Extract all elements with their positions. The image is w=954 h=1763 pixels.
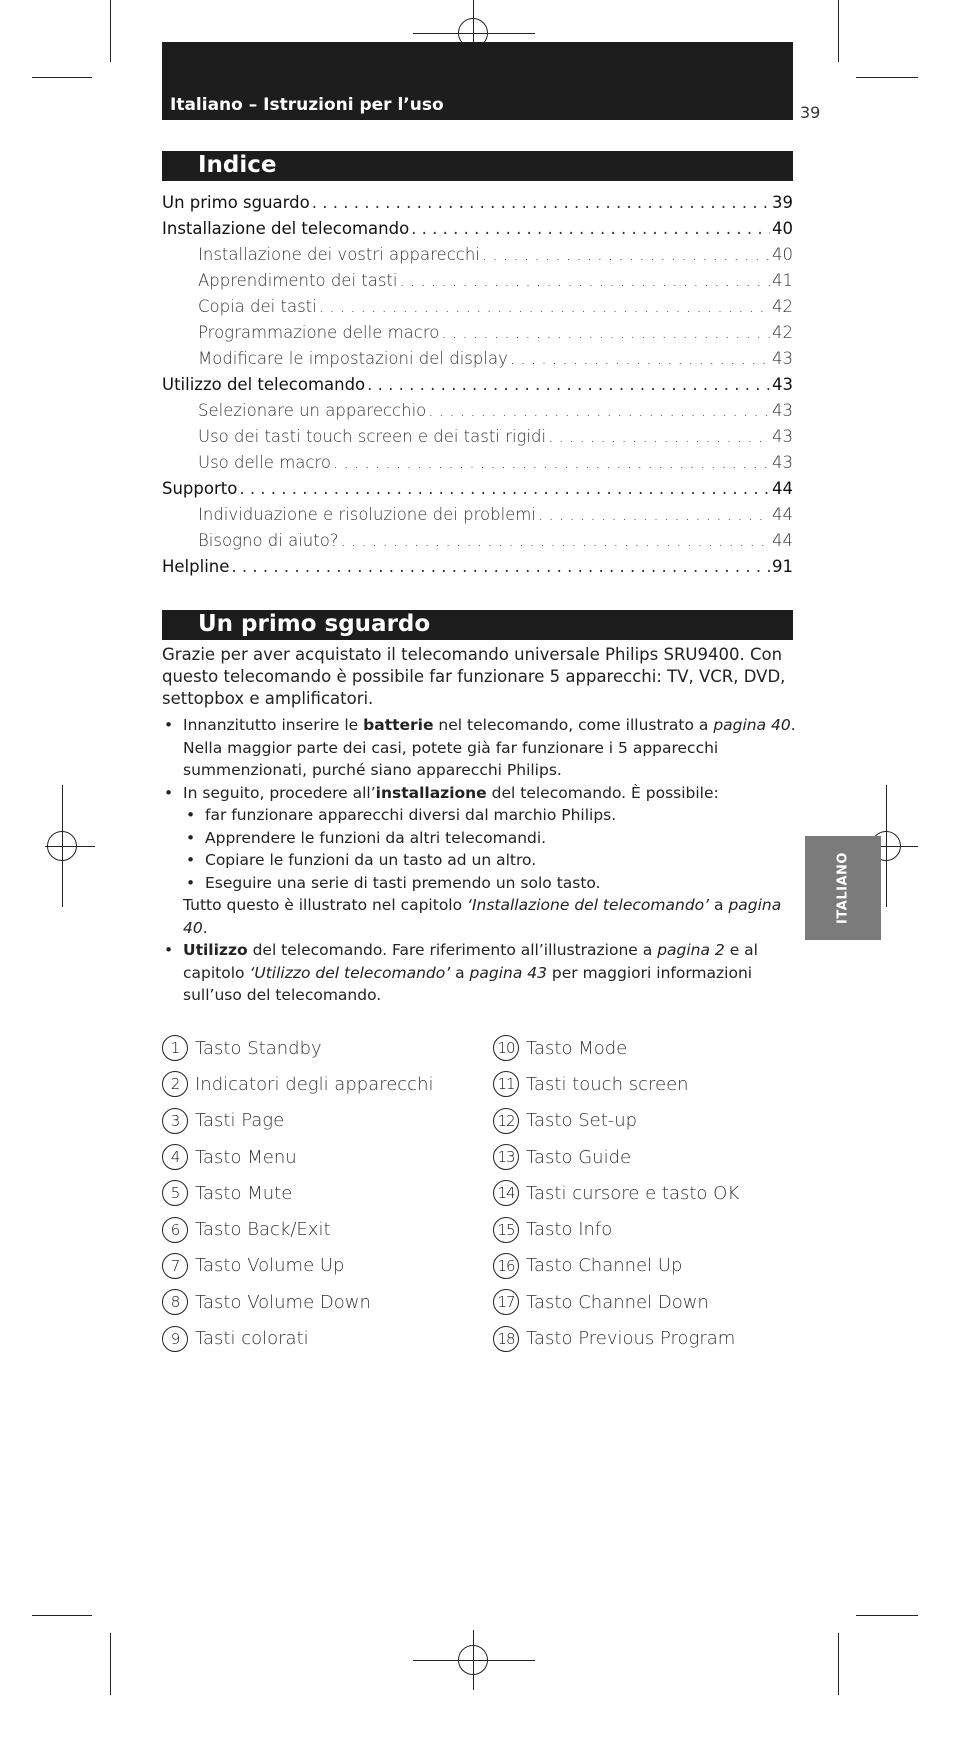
toc-entry — [162, 242, 793, 268]
key-label: Tasto Channel Up — [526, 1255, 683, 1277]
toc-leader-dots — [367, 372, 770, 398]
key-number-badge: 18 — [493, 1326, 519, 1352]
toc-entry-page: 43 — [772, 453, 793, 472]
bullet-list — [162, 714, 802, 1007]
toc-entry — [162, 320, 793, 346]
key-legend-item — [162, 1284, 433, 1320]
key-legend-item — [162, 1103, 433, 1139]
key-number-badge: 2 — [162, 1071, 188, 1097]
toc-entry — [162, 554, 793, 580]
toc-entry-label: Supporto — [162, 479, 238, 498]
key-legend-item — [493, 1284, 739, 1320]
chapter-reference: ‘Utilizzo del telecomando’ — [249, 963, 451, 982]
page-reference: pagina 43 — [469, 963, 547, 982]
header-title: Italiano – Istruzioni per l’uso — [170, 95, 444, 115]
key-number-badge: 15 — [493, 1217, 519, 1243]
toc-leader-dots — [312, 190, 770, 216]
key-legend-item — [162, 1030, 433, 1066]
text: per maggiori informazioni sull’uso del telecomando. — [183, 963, 753, 1004]
intro-paragraph: Grazie per aver acquistato il telecomando universale Philips SRU9400. Con questo telecomando è possibile far funzionare 5 apparecchi: TV, VCR, DVD, settopbox e amplificatori. — [162, 645, 786, 708]
toc-leader-dots — [548, 424, 770, 450]
toc-entry-page: 42 — [772, 297, 793, 316]
toc-entry-page: 91 — [772, 557, 793, 576]
sub-list-item: • far funzionare apparecchi diversi dal marchio Philips. — [162, 804, 802, 827]
key-number-badge: 16 — [493, 1253, 519, 1279]
list-item — [162, 782, 802, 805]
page-number: 39 — [800, 103, 821, 122]
key-label: Tasto Mode — [526, 1037, 628, 1059]
key-label: Tasti Page — [195, 1110, 285, 1132]
key-legend-item — [162, 1139, 433, 1175]
toc-entry-label: Bisogno di aiuto? — [198, 531, 339, 550]
bold-text: installazione — [375, 783, 487, 802]
toc-entry — [162, 528, 793, 554]
toc-entry-label: Installazione dei vostri apparecchi — [198, 245, 480, 264]
toc-entry-page: 43 — [772, 375, 793, 394]
toc-entry-label: Copia dei tasti — [198, 297, 317, 316]
index-heading-bar — [162, 151, 793, 181]
key-label: Tasto Mute — [195, 1182, 293, 1204]
sub-list-item: • Apprendere le funzioni da altri telecomandi. — [162, 827, 802, 850]
key-label: Tasto Previous Program — [526, 1328, 736, 1350]
section-heading-bar — [162, 610, 793, 640]
text: a — [450, 963, 470, 982]
key-label: Tasto Menu — [195, 1146, 297, 1168]
key-number-badge: 14 — [493, 1180, 519, 1206]
key-label: Tasti cursore e tasto OK — [526, 1182, 740, 1204]
text: a — [709, 896, 729, 914]
text: Tutto questo è illustrato nel capitolo — [183, 896, 468, 914]
toc-entry-page: 40 — [772, 219, 793, 238]
language-side-tab — [805, 836, 881, 940]
key-label: Indicatori degli apparecchi — [195, 1073, 434, 1095]
toc-entry — [162, 450, 793, 476]
key-legend-item — [493, 1211, 739, 1247]
key-legend-item — [162, 1175, 433, 1211]
toc-entry-page: 44 — [772, 479, 793, 498]
toc-entry-label: Utilizzo del telecomando — [162, 375, 366, 394]
key-number-badge: 12 — [493, 1108, 519, 1134]
text: . Nella maggior parte dei casi, potete già far funzionare i 5 apparecchi summenzionati, purché siano apparecchi Philips. — [183, 716, 796, 779]
toc-leader-dots — [239, 476, 770, 502]
toc-leader-dots — [333, 450, 770, 476]
toc-leader-dots — [428, 398, 770, 424]
header-bar — [162, 42, 793, 120]
toc-entry-page: 44 — [772, 531, 793, 550]
toc-entry-label: Uso delle macro — [198, 453, 331, 472]
table-of-contents — [162, 190, 793, 580]
key-legend-item — [162, 1211, 433, 1247]
toc-entry — [162, 268, 793, 294]
toc-entry-label: Uso dei tasti touch screen e dei tasti rigidi — [198, 427, 547, 446]
toc-leader-dots — [538, 502, 770, 528]
key-number-badge: 5 — [162, 1180, 188, 1206]
toc-entry — [162, 476, 793, 502]
key-legend-item — [493, 1175, 739, 1211]
key-label: Tasto Info — [526, 1219, 613, 1241]
toc-leader-dots — [319, 294, 770, 320]
key-label: Tasti touch screen — [526, 1073, 689, 1095]
chapter-note — [162, 894, 802, 939]
toc-leader-dots — [341, 528, 770, 554]
key-legend-item — [493, 1248, 739, 1284]
toc-entry-page: 42 — [772, 323, 793, 342]
toc-entry — [162, 346, 793, 372]
toc-entry — [162, 398, 793, 424]
toc-entry-page: 43 — [772, 349, 793, 368]
key-label: Tasto Back/Exit — [195, 1219, 331, 1241]
key-number-badge: 3 — [162, 1108, 188, 1134]
toc-leader-dots — [510, 346, 770, 372]
toc-entry — [162, 502, 793, 528]
index-heading: Indice — [198, 152, 277, 178]
page-reference: pagina 40 — [183, 896, 782, 937]
toc-entry-page: 43 — [772, 401, 793, 420]
toc-entry — [162, 372, 793, 398]
toc-entry-page: 44 — [772, 505, 793, 524]
key-number-badge: 11 — [493, 1071, 519, 1097]
toc-entry-label: Modificare le impostazioni del display — [198, 349, 508, 368]
text: . — [202, 918, 208, 937]
key-number-badge: 8 — [162, 1289, 188, 1315]
sub-list-item: • Eseguire una serie di tasti premendo un solo tasto. — [162, 872, 802, 895]
list-item — [162, 939, 802, 1007]
key-legend-item — [493, 1066, 739, 1102]
key-label: Tasto Set-up — [526, 1110, 638, 1132]
key-number-badge: 13 — [493, 1144, 519, 1170]
toc-entry-label: Individuazione e risoluzione dei problemi — [198, 505, 536, 524]
key-label: Tasti colorati — [195, 1328, 309, 1350]
key-number-badge: 1 — [162, 1035, 188, 1061]
toc-entry-page: 43 — [772, 427, 793, 446]
text: del telecomando. Fare riferimento all’illustrazione a — [247, 941, 658, 959]
bold-text: batterie — [363, 716, 434, 734]
list-item — [162, 714, 802, 782]
text: e al capitolo — [183, 941, 758, 982]
sub-list-item: • Copiare le funzioni da un tasto ad un altro. — [162, 849, 802, 872]
key-legend-item — [493, 1139, 739, 1175]
key-number-badge: 7 — [162, 1253, 188, 1279]
key-label: Tasto Channel Down — [526, 1291, 709, 1313]
toc-entry-page: 41 — [772, 271, 793, 290]
key-label: Tasto Guide — [526, 1146, 632, 1168]
key-legend-item — [493, 1030, 739, 1066]
bold-text: Utilizzo — [183, 941, 248, 959]
toc-entry-label: Un primo sguardo — [162, 193, 310, 212]
key-number-badge: 9 — [162, 1326, 188, 1352]
text: del telecomando. È possibile: — [486, 783, 719, 802]
toc-entry-label: Programmazione delle macro — [198, 323, 440, 342]
key-label: Tasto Volume Down — [195, 1291, 371, 1313]
key-legend-right — [493, 1030, 739, 1357]
section-heading: Un primo sguardo — [198, 611, 431, 637]
page-reference: pagina 40 — [713, 716, 791, 734]
toc-leader-dots — [231, 554, 770, 580]
key-number-badge: 17 — [493, 1289, 519, 1315]
key-label: Tasto Volume Up — [195, 1255, 345, 1277]
chapter-reference: ‘Installazione del telecomando’ — [467, 896, 710, 914]
text: In seguito, procedere all’ — [183, 783, 376, 802]
toc-entry — [162, 424, 793, 450]
key-legend-item — [493, 1103, 739, 1139]
key-number-badge: 4 — [162, 1144, 188, 1170]
toc-entry-page: 39 — [772, 193, 793, 212]
key-legend-item — [162, 1320, 433, 1356]
toc-entry — [162, 190, 793, 216]
key-legend-item — [162, 1248, 433, 1284]
toc-leader-dots — [482, 242, 770, 268]
key-number-badge: 10 — [493, 1035, 519, 1061]
key-legend-item — [493, 1320, 739, 1356]
page-reference: pagina 2 — [657, 941, 725, 959]
toc-entry — [162, 216, 793, 242]
text: Innanzitutto inserire le — [183, 716, 364, 734]
toc-entry-page: 40 — [772, 245, 793, 264]
toc-leader-dots — [441, 320, 770, 346]
toc-leader-dots — [411, 216, 770, 242]
key-label: Tasto Standby — [195, 1037, 322, 1059]
toc-entry — [162, 294, 793, 320]
language-tab-label: ITALIANO — [835, 852, 851, 924]
toc-entry-label: Installazione del telecomando — [162, 219, 410, 238]
toc-entry-label: Helpline — [162, 557, 230, 576]
toc-leader-dots — [400, 268, 771, 294]
toc-entry-label: Selezionare un apparecchio — [198, 401, 427, 420]
toc-entry-label: Apprendimento dei tasti — [198, 271, 398, 290]
key-legend-item — [162, 1066, 433, 1102]
text: nel telecomando, come illustrato a — [433, 716, 714, 734]
key-legend-left — [162, 1030, 433, 1357]
key-number-badge: 6 — [162, 1217, 188, 1243]
